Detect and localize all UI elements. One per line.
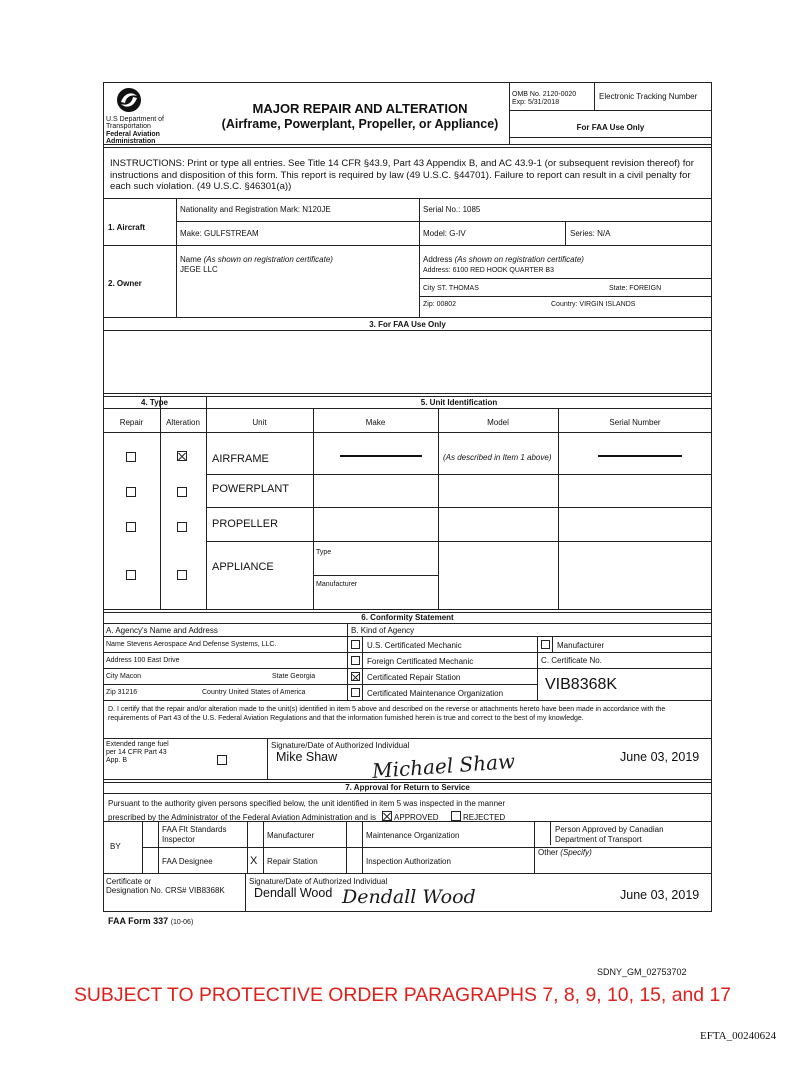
form-title: MAJOR REPAIR AND ALTERATION — [252, 101, 468, 116]
approval-text: Pursuant to the authority given persons specified below, the unit identified in item 5 was inspected in the manner prescribed by the Administrator of the Federal Aviation Administration and is APPROVED REJECTED — [108, 799, 506, 822]
approval-flt-standards: FAA Flt Standards Inspector — [162, 825, 227, 844]
repair-checkbox-propeller[interactable] — [126, 522, 136, 532]
kind-manufacturer: Manufacturer — [557, 641, 605, 650]
approval-other-label: Other (Specify) — [538, 848, 592, 857]
faa-use-only-header: For FAA Use Only — [576, 123, 645, 132]
alteration-checkbox-powerplant[interactable] — [177, 487, 187, 497]
conformity-signature-label: Signature/Date of Authorized Individual — [271, 741, 410, 750]
repair-checkbox-airframe[interactable] — [126, 452, 136, 462]
approval-signer: Dendall Wood — [254, 886, 333, 900]
cert-designation-label-2: Designation No. CRS# VIB8368K — [106, 886, 225, 895]
owner-address-label: Address (As shown on registration certificate) — [423, 255, 584, 264]
instructions: INSTRUCTIONS: Print or type all entries. See Title 14 CFR §43.9, Part 43 Appendix B, and AC 43.9-1 (or subsequent revision thereof) for instructions and disposition of this form. This report is required by law (49 U.S.C. §44701). Failure to report can result in a civil penalty for each such violation. (49 U.S.C. §46301(a)) — [110, 158, 694, 193]
agency-line-3: Federal Aviation — [106, 131, 160, 138]
kind-maintenance-org-checkbox[interactable] — [351, 688, 360, 697]
airframe-model: (As described in Item 1 above) — [443, 453, 552, 462]
approval-date: June 03, 2019 — [620, 888, 700, 902]
conformity-signature: Michael Shaw — [371, 749, 516, 783]
aircraft-serial: Serial No.: 1085 — [423, 205, 481, 214]
agency-line-1: U.S Department of — [106, 116, 164, 123]
unit-section-title: 5. Unit Identification — [420, 398, 498, 407]
owner-city: City ST. THOMAS — [423, 285, 479, 292]
unit-propeller: PROPELLER — [212, 518, 279, 530]
approval-designee: FAA Designee — [162, 857, 213, 866]
approval-inspection-auth: Inspection Authorization — [366, 857, 451, 866]
agency-name: Name Stevens Aerospace And Defense Systems, LLC. — [106, 641, 277, 648]
extended-range-line-3: App. B — [106, 757, 128, 764]
col-alteration: Alteration — [166, 418, 200, 427]
certificate-no-label: C. Certificate No. — [541, 656, 602, 665]
col-serial: Serial Number — [609, 418, 661, 427]
conformity-title: 6. Conformity Statement — [361, 613, 454, 622]
appliance-type-label: Type — [316, 549, 332, 556]
col-repair: Repair — [119, 418, 144, 427]
protective-order-notice: SUBJECT TO PROTECTIVE ORDER PARAGRAPHS 7, 8, 9, 10, 15, and 17 — [74, 984, 732, 1006]
owner-state: State: FOREIGN — [609, 285, 662, 292]
certificate-no: VIB8368K — [545, 676, 618, 693]
faa-use-section-title: 3. For FAA Use Only — [369, 320, 446, 329]
kind-of-agency-label: B. Kind of Agency — [351, 626, 415, 635]
agency-country: Country United States of America — [202, 689, 306, 696]
aircraft-make: Make: GULFSTREAM — [180, 229, 259, 238]
approval-signature-label: Signature/Date of Authorized Individual — [249, 877, 388, 886]
col-make: Make — [365, 418, 386, 427]
approval-repair-station: Repair Station — [267, 857, 318, 866]
approval-title: 7. Approval for Return to Service — [345, 783, 470, 792]
form-number: FAA Form 337 (10-06) — [108, 916, 194, 926]
kind-foreign-mechanic: Foreign Certificated Mechanic — [367, 657, 474, 666]
extended-range-checkbox[interactable] — [217, 755, 227, 765]
agency-line-4: Administration — [106, 138, 156, 145]
serial-dash — [598, 455, 682, 457]
extended-range-line-1: Extended range fuel — [106, 741, 169, 748]
unit-appliance: APPLIANCE — [212, 561, 274, 573]
rejected-checkbox[interactable] — [451, 811, 461, 821]
conformity-signer: Mike Shaw — [276, 750, 338, 764]
agency-city: City Macon — [106, 673, 142, 680]
agency-name-address-label: A. Agency's Name and Address — [106, 626, 218, 635]
efta-number: EFTA_00240624 — [700, 1030, 777, 1042]
approval-maint-org: Maintenance Organization — [366, 831, 460, 840]
owner-name-label: Name (As shown on registration certificate) — [180, 255, 333, 264]
certification-statement: D. I certify that the repair and/or alteration made to the unit(s) identified in item 5 above and described on the reverse or attachments hereto have been made in accordance with the requirements of Part 43 of the U.S. Federal Aviation Regulations and that the information furnished herein is true and correct to the best of my knowledge. — [108, 706, 666, 722]
cert-designation-label-1: Certificate or — [106, 877, 152, 886]
kind-us-mechanic: U.S. Certificated Mechanic — [367, 641, 462, 650]
omb-exp: Exp: 5/31/2018 — [512, 99, 560, 106]
make-dash — [340, 455, 422, 457]
unit-airframe: AIRFRAME — [212, 453, 269, 465]
owner-country: Country: VIRGIN ISLANDS — [551, 301, 636, 308]
kind-us-mechanic-checkbox[interactable] — [351, 640, 360, 649]
repair-checkbox-powerplant[interactable] — [126, 487, 136, 497]
alteration-checkbox-airframe-checked[interactable] — [177, 451, 187, 461]
agency-zip: Zip 31216 — [106, 689, 138, 696]
omb-number: OMB No. 2120-0020 — [512, 91, 577, 98]
kind-manufacturer-checkbox[interactable] — [541, 640, 550, 649]
tracking-number-label: Electronic Tracking Number — [599, 92, 698, 101]
agency-line-2: Transportation — [106, 123, 151, 130]
kind-repair-station-checkbox-checked[interactable] — [351, 672, 360, 681]
owner-name: JEGE LLC — [180, 265, 218, 274]
approval-by-label: BY — [110, 842, 121, 851]
kind-foreign-mechanic-checkbox[interactable] — [351, 656, 360, 665]
col-model: Model — [487, 418, 509, 427]
kind-repair-station: Certificated Repair Station — [367, 673, 461, 682]
unit-powerplant: POWERPLANT — [212, 483, 290, 495]
agency-address: Address 100 East Drive — [106, 657, 180, 664]
agency-state: State Georgia — [272, 673, 316, 680]
approval-manufacturer: Manufacturer — [267, 831, 315, 840]
repair-station-mark: X — [250, 855, 258, 867]
nationality-registration: Nationality and Registration Mark: N120JE — [180, 205, 331, 214]
alteration-checkbox-appliance[interactable] — [177, 570, 187, 580]
aircraft-model: Model: G-IV — [423, 229, 466, 238]
alteration-checkbox-propeller[interactable] — [177, 522, 187, 532]
approval-canadian: Person Approved by Canadian Department of Transport — [555, 825, 664, 844]
approval-signature: Dendall Wood — [342, 886, 476, 908]
owner-address: Address: 6100 RED HOOK QUARTER B3 — [423, 267, 554, 274]
aircraft-label: 1. Aircraft — [108, 223, 146, 232]
approved-checkbox-checked[interactable] — [382, 811, 392, 821]
kind-maintenance-org: Certificated Maintenance Organization — [367, 689, 504, 698]
bates-number: SDNY_GM_02753702 — [597, 967, 687, 977]
type-section-title: 4. Type — [141, 398, 168, 407]
aircraft-series: Series: N/A — [570, 229, 611, 238]
form-subtitle: (Airframe, Powerplant, Propeller, or Appliance) — [221, 117, 499, 131]
dot-logo-icon — [116, 87, 142, 113]
col-unit: Unit — [252, 418, 267, 427]
extended-range-line-2: per 14 CFR Part 43 — [106, 749, 167, 756]
owner-zip: Zip: 00802 — [423, 301, 457, 308]
repair-checkbox-appliance[interactable] — [126, 570, 136, 580]
owner-label: 2. Owner — [108, 279, 142, 288]
conformity-date: June 03, 2019 — [620, 750, 700, 764]
appliance-manufacturer-label: Manufacturer — [316, 581, 358, 588]
